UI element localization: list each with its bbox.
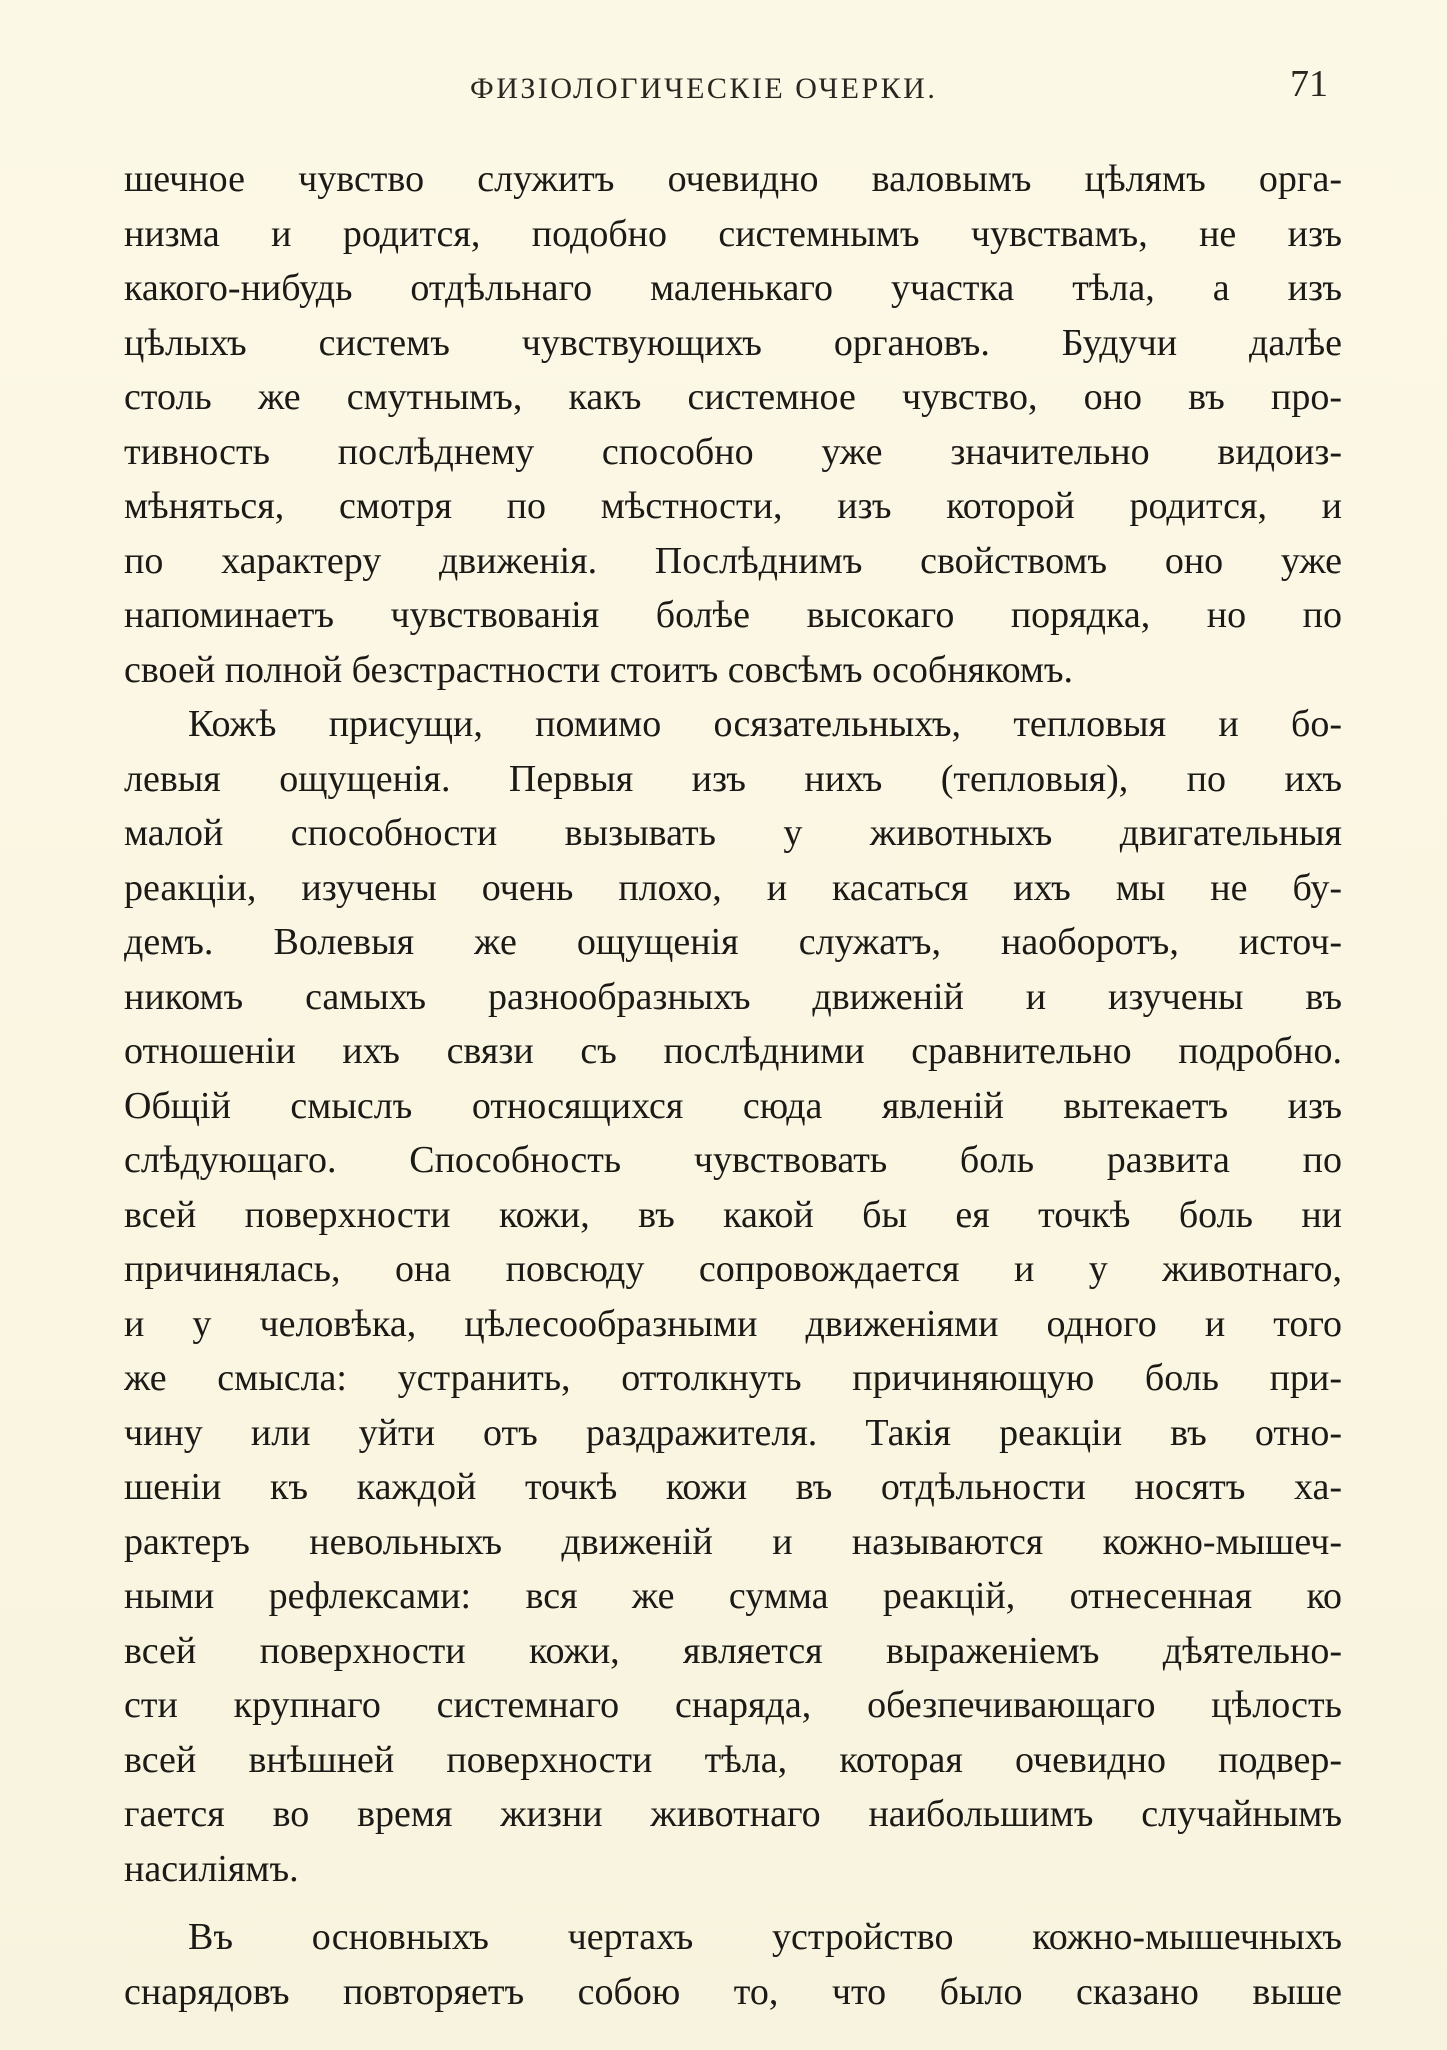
text-line: ными рефлексами: вся же сумма реакцій, отнесенная ко xyxy=(124,1575,1342,1617)
text-line: Общій смыслъ относящихся сюда явленій вытекаетъ изъ xyxy=(124,1084,1342,1127)
paragraph-start-line: Кожѣ присущи, помимо осязательныхъ, тепловыя и бо- xyxy=(188,703,1342,745)
text-line: отношеніи ихъ связи съ послѣдними сравнительно подробно. xyxy=(124,1030,1342,1072)
text-line: сти крупнаго системнаго снаряда, обезпечивающаго цѣлость xyxy=(124,1684,1342,1726)
text-line: же смысла: устранить, оттолкнуть причиняющую боль при- xyxy=(124,1357,1342,1399)
text-line: по характеру движенія. Послѣднимъ свойствомъ оно уже xyxy=(124,539,1342,582)
text-line: цѣлыхъ системъ чувствующихъ органовъ. Будучи далѣе xyxy=(124,321,1342,364)
text-line: никомъ самыхъ разнообразныхъ движеній и изучены въ xyxy=(124,975,1342,1018)
text-line: гается во время жизни животнаго наибольшимъ случайнымъ xyxy=(124,1793,1342,1835)
text-line: тивность послѣднему способно уже значительно видоиз- xyxy=(124,430,1342,473)
text-line: шеніи къ каждой точкѣ кожи въ отдѣльности носятъ ха- xyxy=(124,1466,1342,1508)
text-line: чину или уйти отъ раздражителя. Такія реакціи въ отно- xyxy=(124,1411,1342,1454)
text-line: своей полной безстрастности стоитъ совсѣмъ особнякомъ. xyxy=(124,648,1074,691)
text-line: шечное чувство служитъ очевидно валовымъ цѣлямъ орга- xyxy=(124,158,1342,200)
text-line: рактеръ невольныхъ движеній и называются кожно-мышеч- xyxy=(124,1520,1342,1563)
paragraph-start-line: Въ основныхъ чертахъ устройство кожно-мышечныхъ xyxy=(188,1916,1342,1958)
text-line: напоминаетъ чувствованія болѣе высокаго порядка, но по xyxy=(124,594,1342,636)
text-line: снарядовъ повторяетъ собою то, что было сказано выше xyxy=(124,1970,1342,2013)
text-line: и у человѣка, цѣлесообразными движеніями одного и того xyxy=(124,1302,1342,1345)
text-line: причинялась, она повсюду сопровождается и у животнаго, xyxy=(124,1248,1342,1290)
text-line: всей внѣшней поверхности тѣла, которая очевидно подвер- xyxy=(124,1738,1342,1781)
text-line: реакціи, изучены очень плохо, и касаться ихъ мы не бу- xyxy=(124,866,1342,909)
text-line: левыя ощущенія. Первыя изъ нихъ (тепловыя), по ихъ xyxy=(124,757,1342,800)
text-line: слѣдующаго. Способность чувствовать боль развита по xyxy=(124,1139,1342,1181)
text-line: всей поверхности кожи, въ какой бы ея точкѣ боль ни xyxy=(124,1193,1342,1236)
text-line: всей поверхности кожи, является выраженіемъ дѣятельно- xyxy=(124,1629,1342,1672)
text-line: малой способности вызывать у животныхъ двигательныя xyxy=(124,812,1342,854)
text-line: насиліямъ. xyxy=(124,1847,299,1890)
page-number: 71 xyxy=(1290,63,1328,105)
text-line: какого-нибудь отдѣльнаго маленькаго участка тѣла, а изъ xyxy=(124,267,1342,309)
text-line: демъ. Волевыя же ощущенія служатъ, наоборотъ, источ- xyxy=(124,921,1342,963)
text-line: столь же смутнымъ, какъ системное чувство, оно въ про- xyxy=(124,376,1342,418)
text-line: мѣняться, смотря по мѣстности, изъ которой родится, и xyxy=(124,485,1342,527)
text-line: низма и родится, подобно системнымъ чувствамъ, не изъ xyxy=(124,212,1342,255)
running-title: ФИЗІОЛОГИЧЕСКІЕ ОЧЕРКИ. xyxy=(470,72,938,105)
body-text xyxy=(124,152,1342,2019)
